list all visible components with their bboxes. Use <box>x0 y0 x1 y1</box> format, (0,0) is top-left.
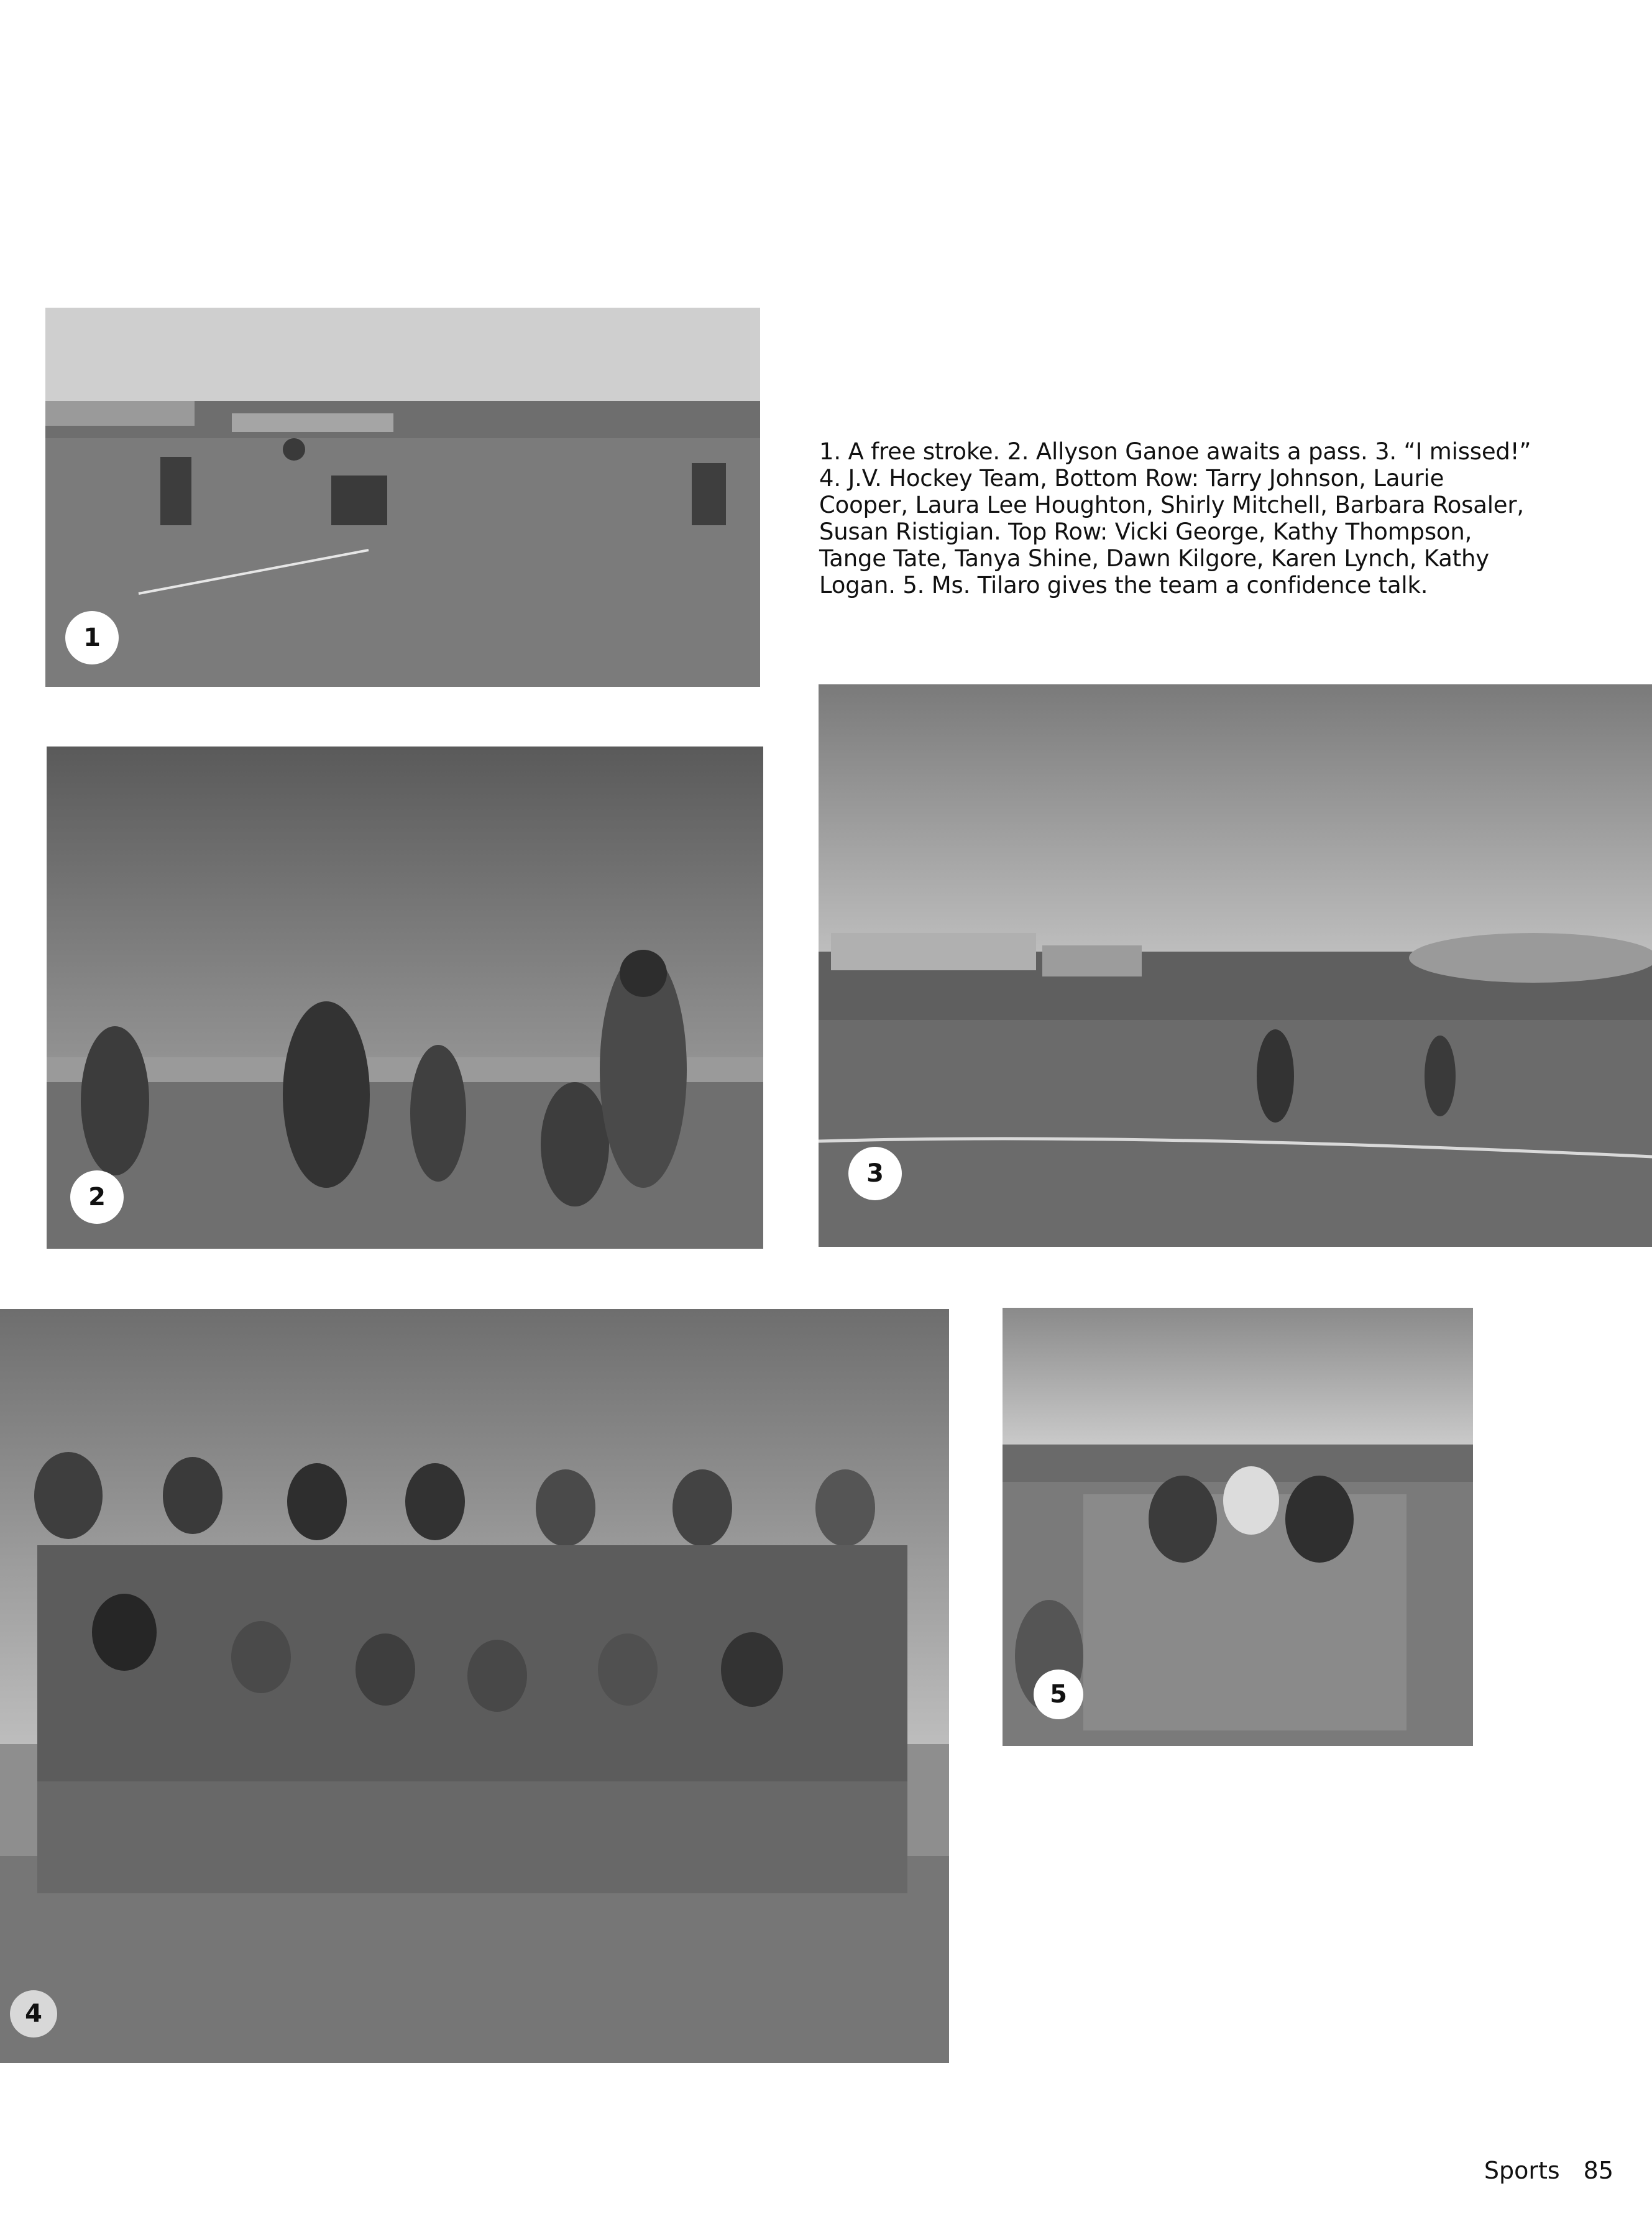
photo-3-i-missed <box>819 684 1652 1247</box>
page-folio <box>1484 2157 1613 2184</box>
photo-3-image <box>819 684 1652 1247</box>
photo-1-image <box>45 308 760 687</box>
caption-line: Susan Ristigian. Top Row: Vicki George, Kathy Thompson, <box>819 518 1472 545</box>
photo-2-allyson-ganoe <box>47 747 763 1249</box>
photo-5-number-badge: 5 <box>1034 1670 1083 1719</box>
photo-4-jv-hockey-team <box>0 1309 949 2063</box>
section-name: Sports <box>1484 2157 1560 2184</box>
photo-caption <box>819 438 1531 599</box>
photo-4-image <box>0 1309 949 2063</box>
photo-1-free-stroke <box>45 308 760 687</box>
page-number: 85 <box>1583 2157 1613 2184</box>
photo-2-number-badge: 2 <box>70 1170 124 1224</box>
caption-line: Cooper, Laura Lee Houghton, Shirly Mitchell, Barbara Rosaler, <box>819 492 1524 518</box>
photo-4-number-badge: 4 <box>10 1990 57 2038</box>
photo-3-number-badge: 3 <box>848 1147 902 1200</box>
photo-5-confidence-talk <box>1003 1308 1473 1746</box>
photo-2-image <box>47 747 763 1249</box>
photo-1-number-badge: 1 <box>65 611 119 664</box>
caption-line: Tange Tate, Tanya Shine, Dawn Kilgore, Karen Lynch, Kathy <box>819 545 1489 572</box>
caption-line: 4. J.V. Hockey Team, Bottom Row: Tarry Johnson, Laurie <box>819 465 1444 492</box>
caption-line: 1. A free stroke. 2. Allyson Ganoe awaits a pass. 3. “I missed!” <box>819 438 1531 465</box>
caption-line: Logan. 5. Ms. Tilaro gives the team a confidence talk. <box>819 572 1428 599</box>
